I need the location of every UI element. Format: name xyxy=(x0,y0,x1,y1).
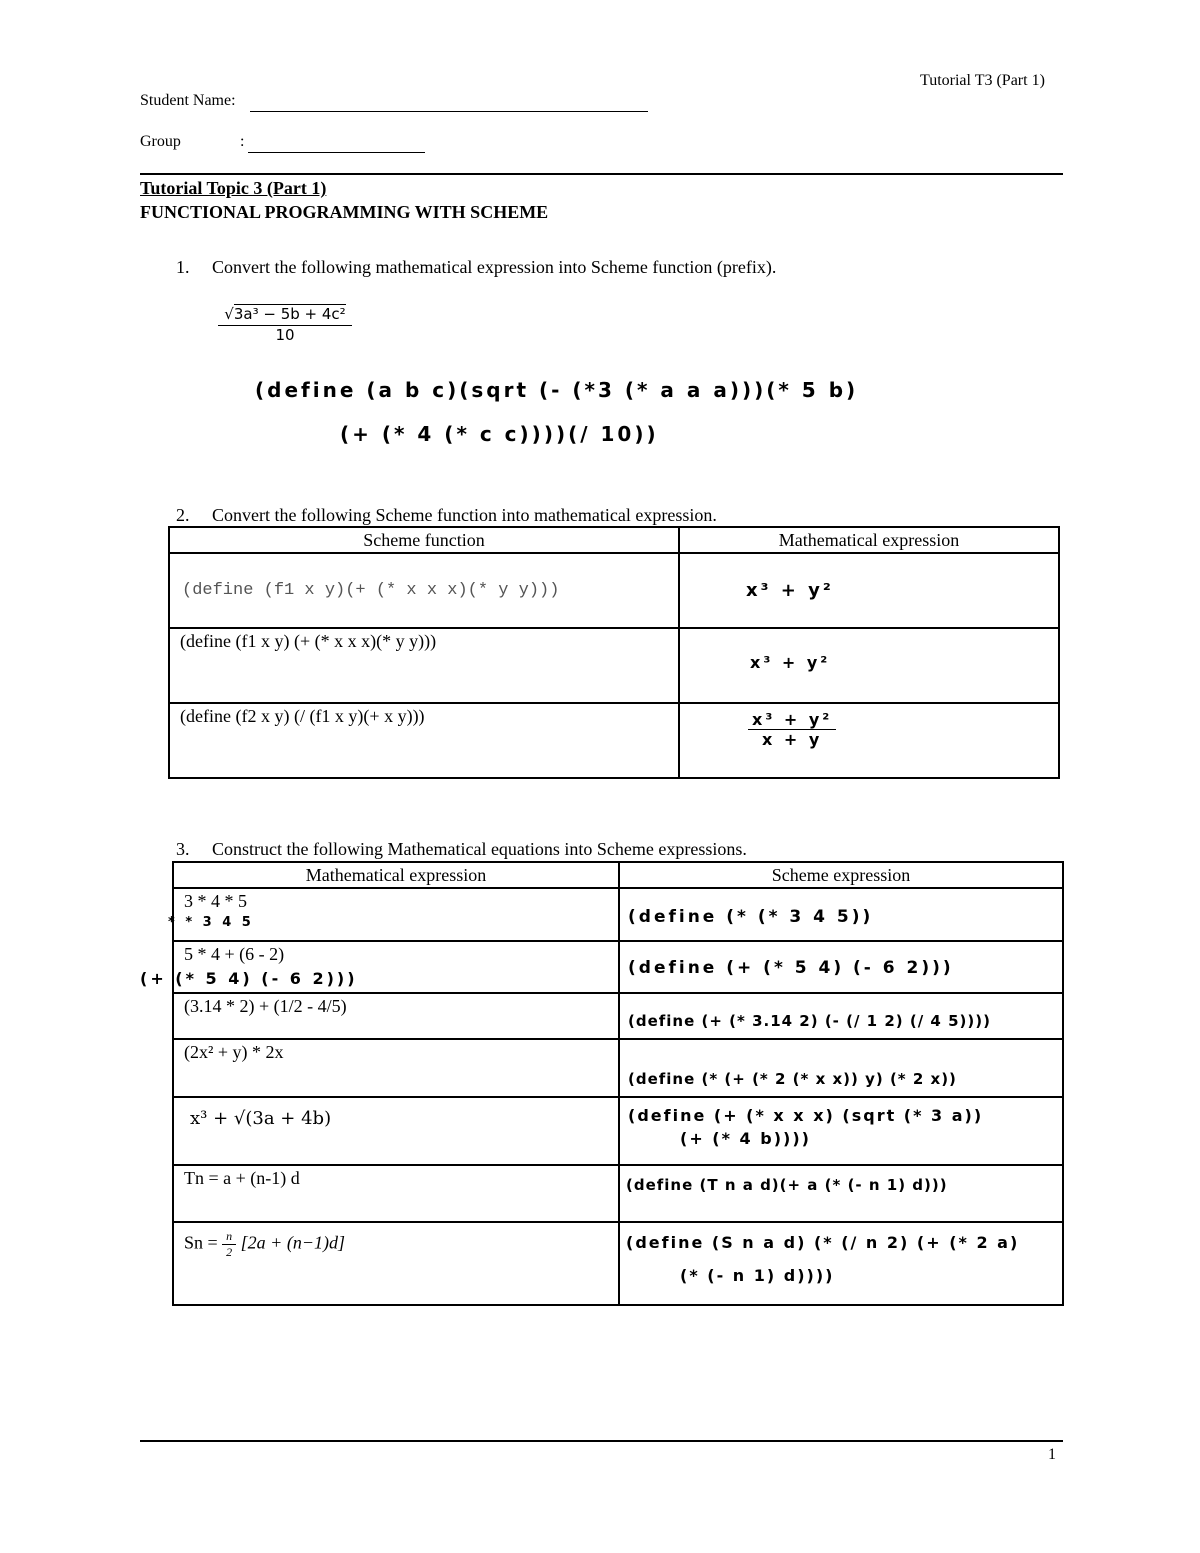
q1-expression: √3a³ − 5b + 4c² 10 xyxy=(218,305,352,344)
q3-col-scheme: Scheme expression xyxy=(619,862,1063,888)
q2-answer-cell: $\frac{\text{x³ + y²}}{x + y}$ xyxy=(679,703,1059,778)
q2-text: Convert the following Scheme function into mathematical expression. xyxy=(212,505,717,525)
q2-col-scheme: Scheme function xyxy=(169,527,679,553)
q2-col-math: Mathematical expression xyxy=(679,527,1059,553)
student-name-label: Student Name: xyxy=(140,92,236,109)
q2-number: 2. xyxy=(176,505,190,525)
q2-answer-cell: x³ + y² xyxy=(679,553,1059,628)
q3-col-math: Mathematical expression xyxy=(173,862,619,888)
q2-scheme-cell: (define (f2 x y) (/ (f1 x y)(+ x y))) xyxy=(169,703,679,778)
q1-answer-line1: (define (a b c)(sqrt (- (*3 (* a a a)))(* 5 b) xyxy=(255,378,859,402)
table-row xyxy=(169,628,1059,703)
q1-answer-line2: (+ (* 4 (* c c))))(/ 10)) xyxy=(340,422,659,446)
group-colon: : xyxy=(240,133,245,150)
q2-scheme-cell: (define (f1 x y) (+ (* x x x)(* y y))) xyxy=(169,628,679,703)
header-rule xyxy=(140,173,1063,175)
q3-number: 3. xyxy=(176,839,190,859)
q3-math-cell: Tn = a + (n-1) d xyxy=(173,1165,619,1222)
q3-table xyxy=(140,861,1064,1306)
q1-number: 1. xyxy=(176,257,190,277)
group-label: Group xyxy=(140,133,181,150)
q3-math-cell: 5 * 4 + (6 - 2) (+ (* 5 4) (- 6 2))) xyxy=(173,941,619,993)
q3-answer-cell: (define (T n a d)(+ a (* (- n 1) d))) xyxy=(619,1165,1063,1222)
footer-rule xyxy=(140,1440,1063,1442)
q2-scheme-cell: (define (f1 x y)(+ (* x x x)(* y y))) xyxy=(169,553,679,628)
q3-math-cell: (2x² + y) * 2x xyxy=(173,1039,619,1097)
student-name-field[interactable] xyxy=(250,95,648,112)
table-row xyxy=(173,888,1063,941)
page-number: 1 xyxy=(1048,1446,1056,1463)
tutorial-label: Tutorial T3 (Part 1) xyxy=(920,72,1045,89)
q3-answer-cell: (define (* (* 3 4 5)) xyxy=(619,888,1063,941)
table-row xyxy=(173,1165,1063,1222)
q3-math-cell: 3 * 4 * 5 * * 3 4 5 xyxy=(173,888,619,941)
q3-math-cell: x³ + √(3a + 4b) xyxy=(173,1097,619,1165)
q3-math-cell: (3.14 * 2) + (1/2 - 4/5) xyxy=(173,993,619,1039)
q3-math-cell: Sn = $\frac{n}{2}$ [2a + (n−1)d] xyxy=(173,1222,619,1305)
q3-text: Construct the following Mathematical equations into Scheme expressions. xyxy=(212,839,747,859)
table-row xyxy=(173,1222,1063,1305)
group-field[interactable] xyxy=(248,136,425,153)
table-row xyxy=(173,941,1063,993)
q3-answer-cell: (define (+ (* x x x) (sqrt (* 3 a)) (+ (* 4 b)))) xyxy=(619,1097,1063,1165)
table-row xyxy=(173,993,1063,1039)
q2-answer-cell: x³ + y² xyxy=(679,628,1059,703)
q3-answer-cell: (define (+ (* 5 4) (- 6 2))) xyxy=(619,941,1063,993)
table-row xyxy=(173,1039,1063,1097)
q3-answer-cell: (define (+ (* 3.14 2) (- (/ 1 2) (/ 4 5)))) xyxy=(619,993,1063,1039)
table-row xyxy=(173,1097,1063,1165)
q2-table xyxy=(168,526,1060,779)
topic-title: Tutorial Topic 3 (Part 1) xyxy=(140,178,327,198)
topic-subtitle: FUNCTIONAL PROGRAMMING WITH SCHEME xyxy=(140,202,549,222)
q3-answer-cell: (define (* (+ (* 2 (* x x)) y) (* 2 x)) xyxy=(619,1039,1063,1097)
sqrt-icon: √ xyxy=(224,305,234,323)
q3-answer-cell: (define (S n a d) (* (/ n 2) (+ (* 2 a) (* (- n 1) d)))) xyxy=(619,1222,1063,1305)
table-row xyxy=(169,553,1059,628)
q1-text: Convert the following mathematical expression into Scheme function (prefix). xyxy=(212,257,777,277)
q3-header-row xyxy=(173,862,1063,888)
table-row xyxy=(169,703,1059,778)
q2-header-row xyxy=(169,527,1059,553)
